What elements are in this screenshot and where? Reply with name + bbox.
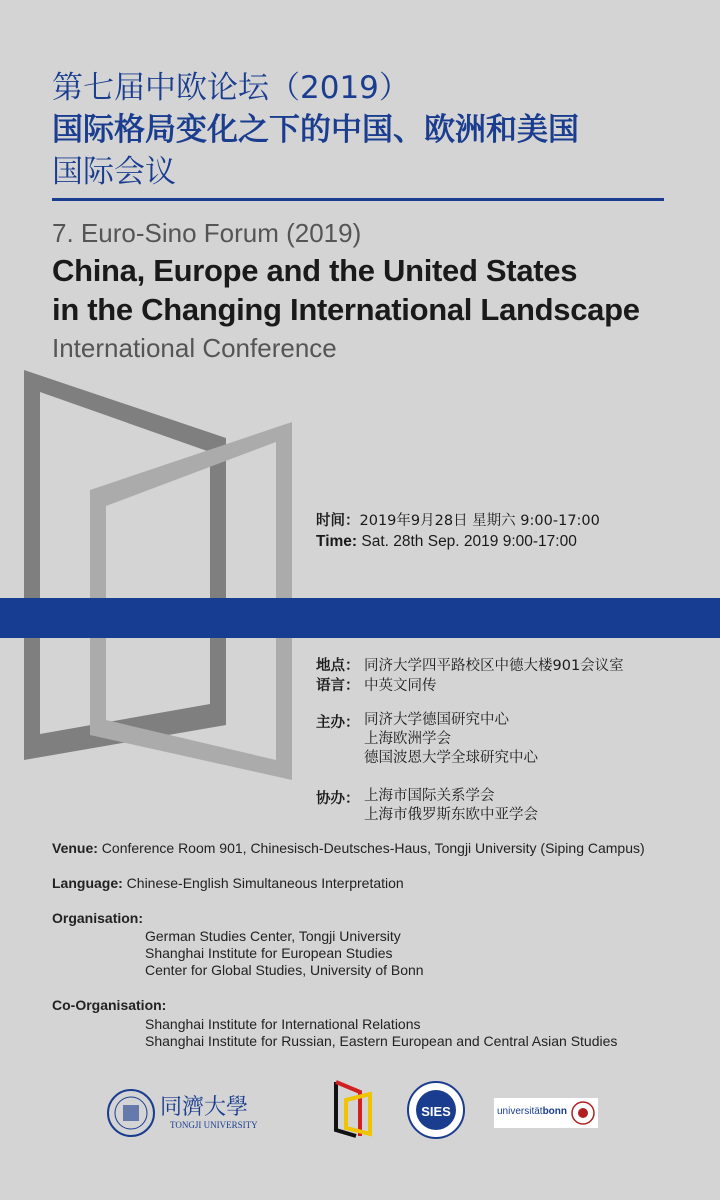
co-organisation-en-item: Shanghai Institute for International Relations [145,1016,421,1032]
tongji-name-en: TONGJI UNIVERSITY [170,1120,258,1130]
title-en-line2: China, Europe and the United States [52,253,578,288]
time-cn-value: 2019年9月28日 星期六 9:00-17:00 [359,513,600,529]
co-organiser-cn-item: 上海市俄罗斯东欧中亚学会 [364,807,538,823]
venue-en-label: Venue: [52,840,98,856]
time-cn [316,509,600,530]
language-cn-value: 中英文同传 [364,678,437,694]
language-en-label: Language: [52,875,123,891]
co-organiser-cn-item: 上海市国际关系学会 [364,788,495,804]
language-en-value: Chinese-English Simultaneous Interpretation [126,875,404,891]
title-cn-line2: 国际格局变化之下的中国、欧洲和美国 [52,112,579,148]
time-cn-label: 时间： [316,513,360,529]
organiser-cn-item: 上海欧洲学会 [364,731,451,747]
organisation-en-label: Organisation: [52,910,144,926]
language-cn [316,674,437,695]
co-organiser-cn [316,787,538,825]
co-organisation-en-label: Co-Organisation: [52,997,167,1013]
organiser-cn-item: 同济大学德国研究中心 [364,712,509,728]
venue-en-value: Conference Room 901, Chinesisch-Deutsches-Haus, Tongji University (Siping Campus) [101,840,645,856]
venue-cn-value: 同济大学四平路校区中德大楼901会议室 [364,658,624,674]
frame-dark [24,370,226,760]
organisation-en-item: German Studies Center, Tongji University [145,928,401,944]
organisation-en-item: Center for Global Studies, University of Bonn [145,962,424,978]
tongji-logo [106,1088,156,1142]
organiser-cn-item: 德国波恩大学全球研究中心 [364,750,538,766]
german-studies-logo [330,1076,378,1146]
co-organiser-cn-label: 协办： [316,791,360,807]
time-en-value: Sat. 28th Sep. 2019 9:00-17:00 [361,533,577,550]
venue-en [52,840,645,856]
co-organisation-en-item: Shanghai Institute for Russian, Eastern European and Central Asian Studies [145,1033,618,1049]
bonn-logo [494,1098,598,1128]
venue-cn-label: 地点： [316,658,360,674]
tongji-seal-icon [106,1088,156,1138]
venue-cn [316,654,624,675]
organiser-cn [316,711,538,768]
sies-logo [406,1080,466,1140]
language-cn-label: 语言： [316,678,360,694]
title-cn-line1: 第七届中欧论坛（2019） [52,70,410,106]
sies-logo-text: SIES [421,1104,451,1119]
accent-band [0,598,720,638]
tongji-name-cn: 同濟大學 [160,1095,249,1120]
title-en-line3: in the Changing International Landscape [52,292,640,327]
title-en-line1: 7. Euro-Sino Forum (2019) [52,218,362,248]
bonn-logo-text: universitätbonn [497,1106,568,1117]
time-en-label: Time: [316,533,358,550]
title-divider [52,198,664,201]
title-cn-line3: 国际会议 [52,154,176,190]
frames-graphic [0,360,320,800]
time-en [316,533,577,551]
title-en-line4: International Conference [52,333,337,363]
bonn-seal-icon [570,1100,596,1126]
language-en [52,875,404,891]
organiser-cn-label: 主办： [316,715,360,731]
organisation-en-item: Shanghai Institute for European Studies [145,945,393,961]
